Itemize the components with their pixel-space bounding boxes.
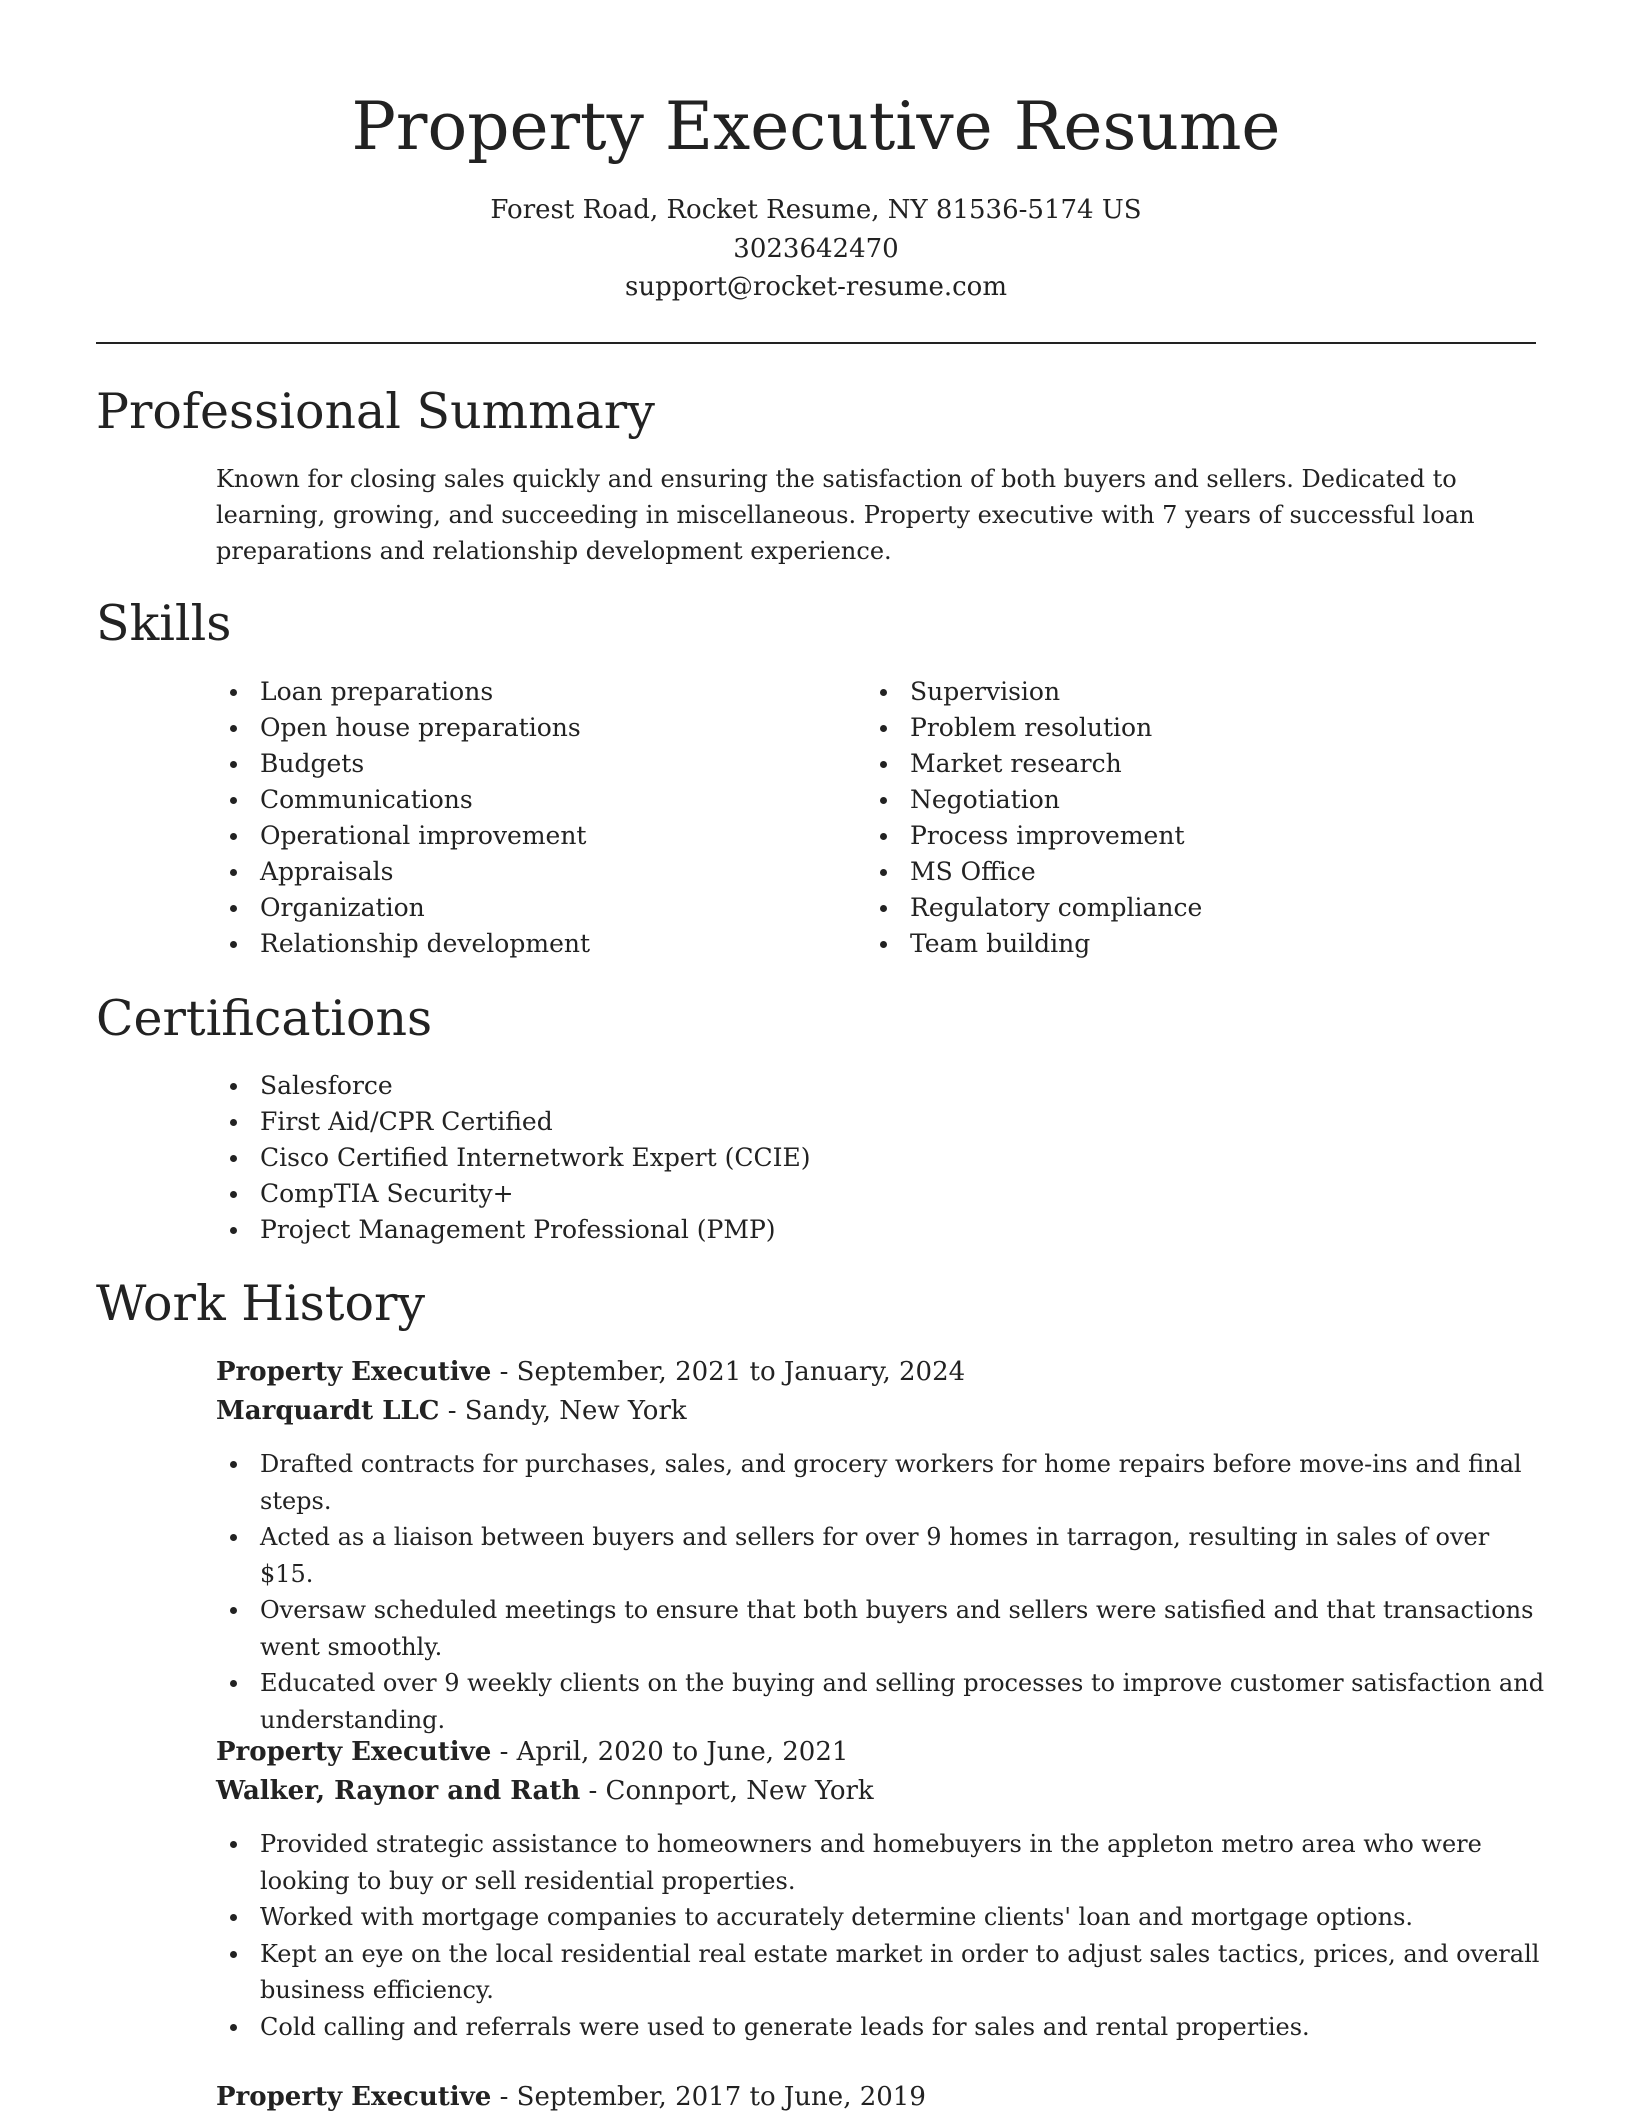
job-company-line [216, 1772, 874, 1810]
certification-item: Salesforce [216, 1068, 1216, 1104]
skill-item: Appraisals [216, 854, 816, 890]
skill-item: Market research [866, 746, 1466, 782]
job-company: Marquardt LLC [216, 1396, 440, 1426]
skill-item: Budgets [216, 746, 816, 782]
job-title: Property Executive [216, 1357, 492, 1387]
job-duty-item: Acted as a liaison between buyers and sellers for over 9 homes in tarragon, resulting in sales of over $15. [216, 1519, 1546, 1592]
job-title: Property Executive [216, 1737, 492, 1767]
certifications-heading: Certifications [96, 990, 433, 1047]
job-duty-item: Oversaw scheduled meetings to ensure that both buyers and sellers were satisfied and that transactions went smoothly. [216, 1592, 1546, 1665]
job-title: Property Executive [216, 2082, 492, 2112]
skill-item: Problem resolution [866, 710, 1466, 746]
certification-item: CompTIA Security+ [216, 1176, 1216, 1212]
skill-item: Negotiation [866, 782, 1466, 818]
certification-item: Project Management Professional (PMP) [216, 1212, 1216, 1248]
job-duty-item: Kept an eye on the local residential real estate market in order to adjust sales tactics, prices, and overall business efficiency. [216, 1936, 1546, 2009]
job-dates: - September, 2017 to June, 2019 [491, 2082, 926, 2112]
skill-item: Supervision [866, 674, 1466, 710]
job-duty-item: Educated over 9 weekly clients on the buying and selling processes to improve customer satisfaction and understanding. [216, 1665, 1546, 1738]
job-location: - Connport, New York [580, 1776, 874, 1806]
job-title-line [216, 2078, 926, 2112]
work-history-heading: Work History [96, 1275, 426, 1332]
job-duty-item: Drafted contracts for purchases, sales, and grocery workers for home repairs before move-ins and final steps. [216, 1446, 1546, 1519]
certification-item: Cisco Certified Internetwork Expert (CCIE) [216, 1140, 1216, 1176]
certifications-list [216, 1068, 1216, 1248]
summary-text: Known for closing sales quickly and ensuring the satisfaction of both buyers and sellers. Dedicated to learning, growing, and succeeding in miscellaneous. Property executive with 7 years of successful loan preparations and relationship development experience. [216, 465, 1475, 565]
job-dates: - September, 2021 to January, 2024 [491, 1357, 966, 1387]
skill-item: Operational improvement [216, 818, 816, 854]
skill-item: Communications [216, 782, 816, 818]
header-divider [96, 342, 1536, 344]
skill-item: Relationship development [216, 926, 816, 962]
skills-list-left [216, 674, 816, 962]
contact-email: support@rocket-resume.com [624, 272, 1007, 302]
job-dates: - April, 2020 to June, 2021 [491, 1737, 849, 1767]
job-duty-item: Cold calling and referrals were used to generate leads for sales and rental properties. [216, 2009, 1546, 2046]
job-duty-item: Provided strategic assistance to homeowners and homebuyers in the appleton metro area who were looking to buy or sell residential properties. [216, 1826, 1546, 1899]
job-company: Walker, Raynor and Rath [216, 1776, 581, 1806]
summary-heading: Professional Summary [96, 383, 655, 440]
certification-item: First Aid/CPR Certified [216, 1104, 1216, 1140]
contact-address: Forest Road, Rocket Resume, NY 81536-5174 US [490, 195, 1142, 225]
job-company-line [216, 1392, 687, 1430]
job-duty-item: Worked with mortgage companies to accurately determine clients' loan and mortgage options. [216, 1899, 1546, 1936]
resume-title: Property Executive Resume [351, 88, 1281, 165]
skill-item: MS Office [866, 854, 1466, 890]
job-title-line [216, 1733, 848, 1771]
job-duties-list [216, 1826, 1546, 2045]
skill-item: Open house preparations [216, 710, 816, 746]
job-duties-list [216, 1446, 1546, 1738]
skill-item: Team building [866, 926, 1466, 962]
skill-item: Loan preparations [216, 674, 816, 710]
skills-heading: Skills [96, 595, 232, 652]
skill-item: Process improvement [866, 818, 1466, 854]
job-location: - Sandy, New York [439, 1396, 687, 1426]
skill-item: Regulatory compliance [866, 890, 1466, 926]
skill-item: Organization [216, 890, 816, 926]
contact-phone: 3023642470 [733, 234, 899, 264]
skills-list-right [866, 674, 1466, 962]
job-title-line [216, 1353, 965, 1391]
